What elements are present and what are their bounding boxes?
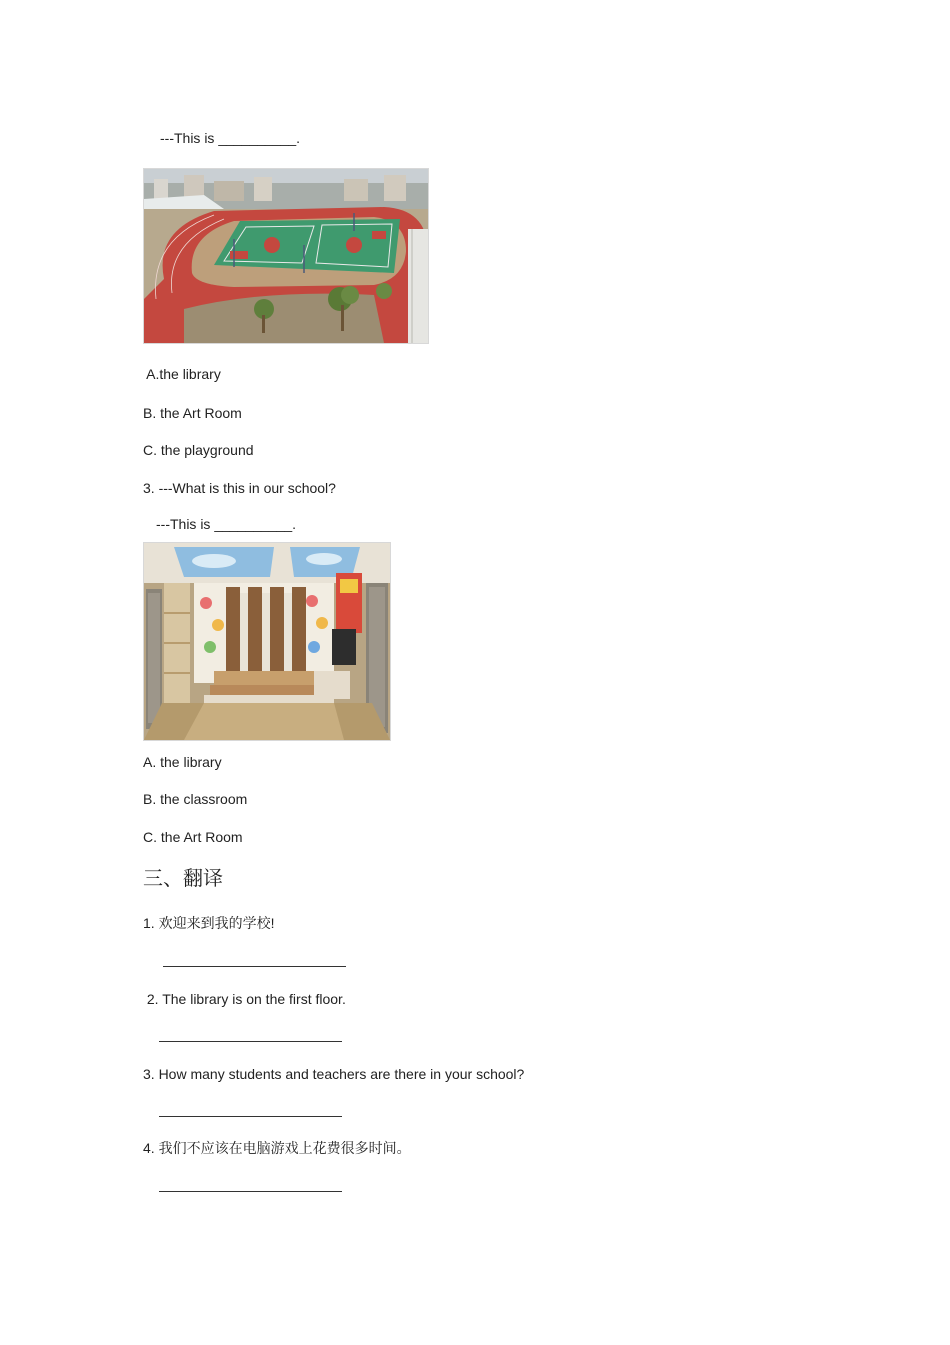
q2-option-a: A.the library (143, 366, 221, 382)
answer-blank-2[interactable] (159, 1041, 342, 1042)
q3-option-a: A. the library (143, 754, 222, 770)
q3-answer-prompt: ---This is __________. (156, 516, 297, 532)
translation-item-4: 4. 我们不应该在电脑游戏上花费很多时间。 (143, 1140, 411, 1156)
translation-item-3: 3. How many students and teachers are there in your school? (143, 1066, 525, 1082)
answer-blank-3[interactable] (159, 1116, 342, 1117)
answer-blank-4[interactable] (159, 1191, 342, 1192)
q2-answer-prompt: ---This is __________. (160, 130, 301, 146)
translation-item-2: 2. The library is on the first floor. (143, 991, 346, 1007)
playground-photo (143, 168, 429, 344)
q3-option-b: B. the classroom (143, 791, 248, 807)
answer-blank-1[interactable] (163, 966, 346, 967)
section-heading-translation: 三、翻译 (143, 866, 223, 890)
q3-option-c: C. the Art Room (143, 829, 243, 845)
q3-question: 3. ---What is this in our school? (143, 480, 336, 496)
translation-item-1: 1. 欢迎来到我的学校! (143, 915, 275, 931)
q2-option-b: B. the Art Room (143, 405, 242, 421)
q2-option-c: C. the playground (143, 442, 254, 458)
art-room-photo (143, 542, 391, 741)
